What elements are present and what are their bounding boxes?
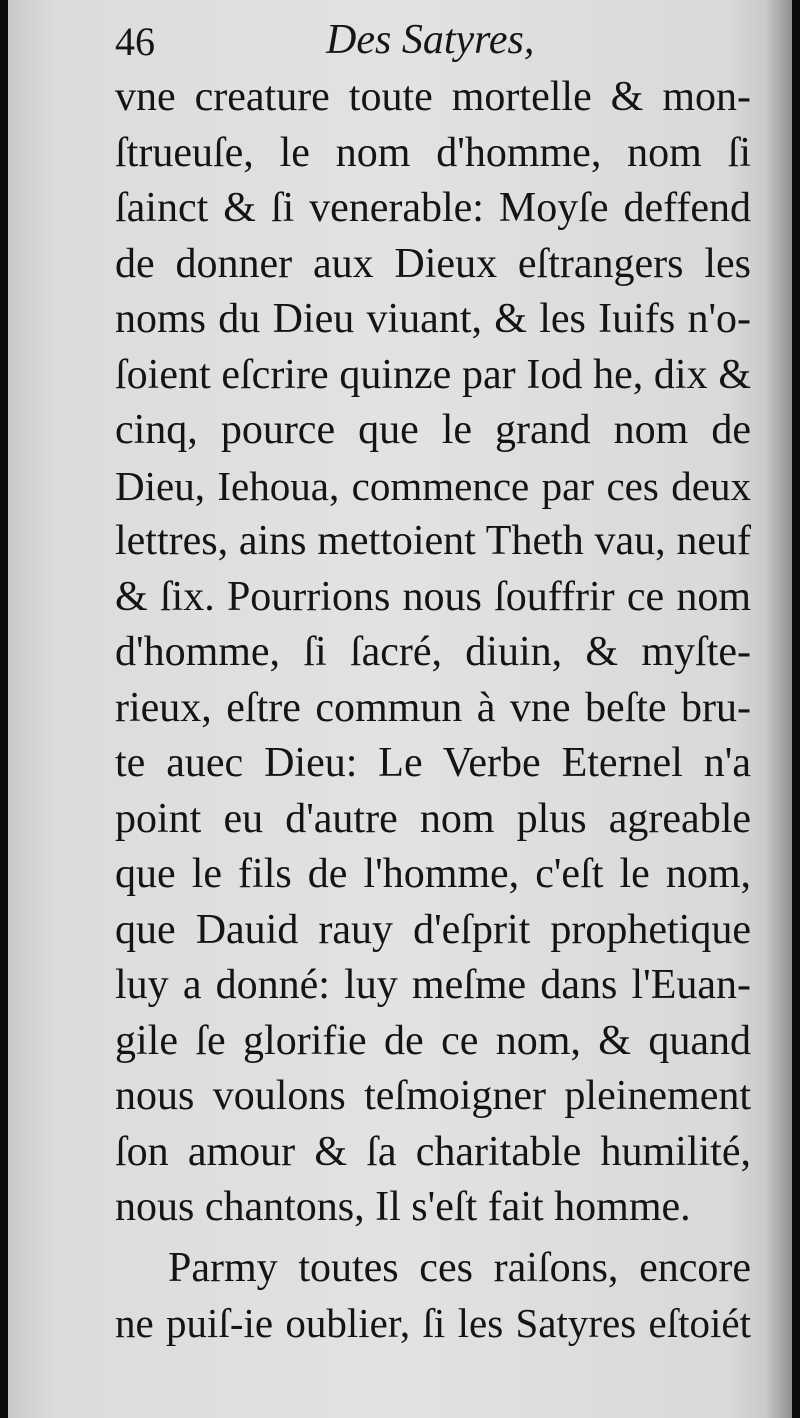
text-line: cinq, pource que le grand nom de <box>115 407 751 453</box>
text-line: te auec Dieu: Le Verbe Eternel n'a <box>115 740 751 786</box>
text-line: gile ſe glorifie de ce nom, & quand <box>115 1017 751 1064</box>
text-line: nous voulons teſmoigner pleinement <box>115 1073 751 1119</box>
text-line: ſtrueuſe, le nom d'homme, nom ſi <box>115 129 751 176</box>
text-line: que le fils de l'homme, c'eſt le nom, <box>115 851 751 897</box>
text-line: Dieu, Iehoua, commence par ces deux <box>115 462 751 509</box>
text-line: ſainct & ſi venerable: Moyſe deffend <box>115 185 751 231</box>
text-line: ſoient eſcrire quinze par Iod he, dix & <box>115 351 751 398</box>
text-line: nous chantons, Il s'eſt fait homme. <box>115 1184 691 1230</box>
text-line: de donner aux Dieux eſtrangers les <box>115 240 751 287</box>
text-line: lettres, ains mettoient Theth vau, neuf <box>115 518 751 564</box>
text-line: noms du Dieu viuant, & les Iuifs n'o- <box>115 296 751 342</box>
text-line: que Dauid rauy d'eſprit prophetique <box>115 906 751 953</box>
text-line: ſon amour & ſa charitable humilité, <box>115 1128 751 1175</box>
page-edge-shadow <box>766 0 792 1418</box>
text-line: rieux, eſtre commun à vne beſte bru- <box>115 684 751 731</box>
page-body <box>115 70 751 1352</box>
page-header <box>8 14 792 74</box>
text-line: & ſix. Pourrions nous ſouffrir ce nom <box>115 573 751 620</box>
text-line: ne puiſ-ie oublier, ſi les Satyres eſtoiét <box>115 1300 751 1346</box>
paragraph-first-line: Parmy toutes ces raiſons, encore <box>168 1244 751 1291</box>
text-line: luy a donné: luy meſme dans l'Euan- <box>115 962 751 1008</box>
page-number: 46 <box>115 19 155 64</box>
text-line: d'homme, ſi ſacré, diuin, & myſte- <box>115 629 751 675</box>
running-title: Des Satyres, <box>326 17 535 63</box>
book-page <box>8 0 792 1418</box>
text-line: point eu d'autre nom plus agreable <box>115 795 751 842</box>
text-line: vne creature toute mortelle & mon- <box>115 74 751 120</box>
